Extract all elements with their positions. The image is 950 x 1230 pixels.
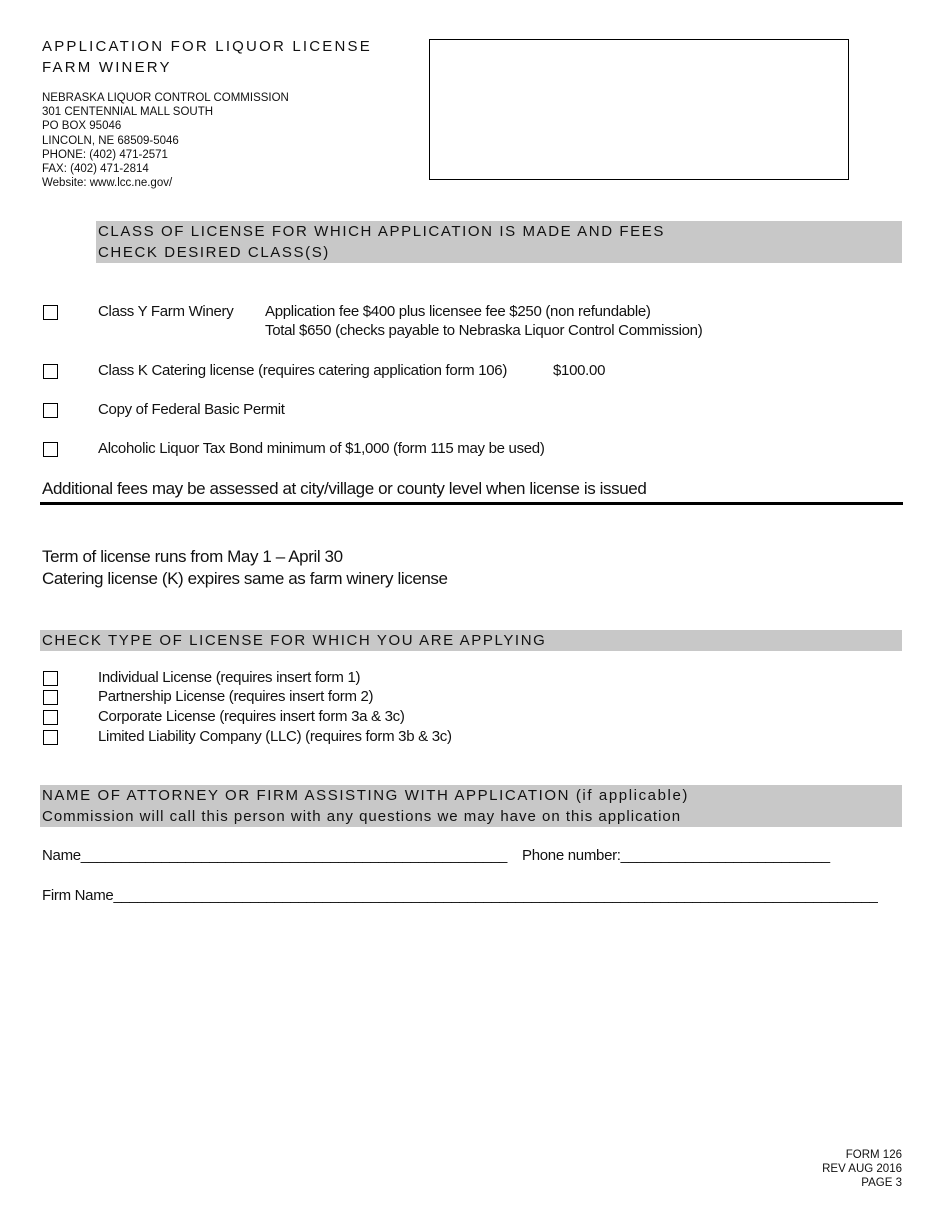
individual-license-checkbox[interactable] [43, 671, 58, 686]
corporate-license-checkbox[interactable] [43, 710, 58, 725]
term-line1: Term of license runs from May 1 – April 30 [42, 547, 343, 566]
class-k-label: Class K Catering license (requires catering application form 106) [98, 362, 508, 379]
class-heading-line1: CLASS OF LICENSE FOR WHICH APPLICATION IS MADE AND FEES [98, 223, 665, 240]
page-number: PAGE 3 [861, 1177, 902, 1189]
llc-license-checkbox[interactable] [43, 730, 58, 745]
class-y-fee-line2: Total $650 (checks payable to Nebraska Liquor Control Commission) [265, 322, 703, 339]
additional-fees-note: Additional fees may be assessed at city/village or county level when license is issued [42, 479, 647, 498]
attorney-name-field[interactable]: Name_____________________________________________________ [42, 847, 508, 864]
federal-permit-checkbox[interactable] [43, 403, 58, 418]
fax-line: FAX: (402) 471-2814 [42, 163, 149, 176]
commission-address [42, 91, 289, 190]
attorney-section-heading [40, 785, 902, 827]
address-line: NEBRASKA LIQUOR CONTROL COMMISSION [42, 92, 289, 104]
class-section-heading [96, 221, 902, 263]
class-y-checkbox[interactable] [43, 305, 58, 320]
attorney-phone-field[interactable]: Phone number:__________________________ [522, 847, 830, 864]
form-title-line2: FARM WINERY [42, 59, 172, 76]
address-line: LINCOLN, NE 68509-5046 [42, 134, 179, 147]
address-line: 301 CENTENNIAL MALL SOUTH [42, 106, 214, 119]
attorney-heading-line2: Commission will call this person with any questions we may have on this application [42, 808, 682, 825]
form-title-line1: APPLICATION FOR LIQUOR LICENSE [42, 38, 372, 55]
type-section-heading: CHECK TYPE OF LICENSE FOR WHICH YOU ARE APPLYING [40, 630, 902, 651]
class-y-fee-line1: Application fee $400 plus licensee fee $250 (non refundable) [265, 303, 651, 320]
form-footer [822, 1148, 902, 1190]
form-title [42, 36, 372, 78]
tax-bond-checkbox[interactable] [43, 442, 58, 457]
individual-license-label: Individual License (requires insert form 1) [98, 669, 361, 686]
phone-line: PHONE: (402) 471-2571 [42, 148, 168, 161]
section-divider [40, 502, 903, 505]
attorney-heading-line1: NAME OF ATTORNEY OR FIRM ASSISTING WITH APPLICATION (if applicable) [42, 787, 690, 804]
office-use-box [429, 39, 849, 180]
form-number: FORM 126 [845, 1149, 902, 1161]
address-line: PO BOX 95046 [42, 120, 122, 133]
website-line: Website: www.lcc.ne.gov/ [42, 177, 173, 190]
form-revision: REV AUG 2016 [822, 1163, 902, 1175]
class-heading-line2: CHECK DESIRED CLASS(S) [98, 244, 330, 261]
partnership-license-checkbox[interactable] [43, 690, 58, 705]
term-line2: Catering license (K) expires same as farm winery license [42, 569, 448, 588]
class-k-checkbox[interactable] [43, 364, 58, 379]
llc-license-label: Limited Liability Company (LLC) (requires form 3b & 3c) [98, 728, 452, 745]
corporate-license-label: Corporate License (requires insert form 3a & 3c) [98, 708, 405, 725]
federal-permit-label: Copy of Federal Basic Permit [98, 401, 285, 418]
class-y-label: Class Y Farm Winery [98, 303, 234, 320]
tax-bond-label: Alcoholic Liquor Tax Bond minimum of $1,000 (form 115 may be used) [98, 440, 545, 457]
class-k-fee: $100.00 [553, 362, 606, 379]
partnership-license-label: Partnership License (requires insert form 2) [98, 688, 374, 705]
firm-name-field[interactable]: Firm Name_______________________________________________________________________________________________ [42, 887, 878, 904]
